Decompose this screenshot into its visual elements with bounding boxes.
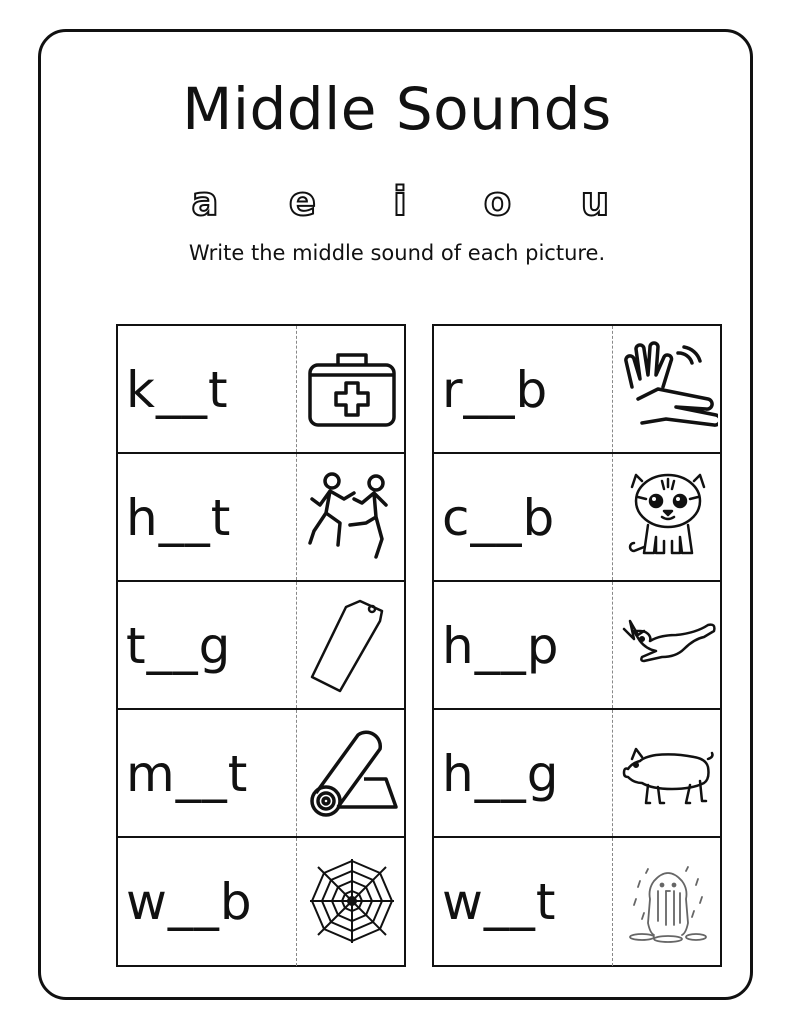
vowel-u: u <box>580 179 610 225</box>
word-cell <box>118 838 404 966</box>
word-blank: h__t <box>126 489 232 547</box>
first-aid-kit-icon <box>301 334 403 444</box>
word-blank: t__g <box>126 617 232 675</box>
hopping-rabbit-icon <box>617 590 719 700</box>
word-column-left <box>116 324 406 967</box>
dashed-divider <box>296 710 297 836</box>
dashed-divider <box>296 838 297 966</box>
wet-dog-icon <box>617 846 719 956</box>
word-cell <box>118 326 404 454</box>
word-blank: w__b <box>126 873 253 931</box>
dashed-divider <box>612 326 613 452</box>
word-blank: r__b <box>442 361 549 419</box>
dashed-divider <box>296 582 297 708</box>
vowel-list <box>180 179 620 225</box>
hog-icon <box>617 718 719 828</box>
dashed-divider <box>612 710 613 836</box>
vowel-i: i <box>393 179 407 225</box>
word-blank: m__t <box>126 745 249 803</box>
vowel-a: a <box>191 179 219 225</box>
word-blank: h__g <box>442 745 560 803</box>
dashed-divider <box>612 582 613 708</box>
word-column-right <box>432 324 722 967</box>
word-blank: h__p <box>442 617 560 675</box>
word-cell <box>434 454 720 582</box>
word-cell <box>434 326 720 454</box>
tag-icon <box>301 590 403 700</box>
dashed-divider <box>296 326 297 452</box>
dashed-divider <box>296 454 297 580</box>
word-blank: c__b <box>442 489 556 547</box>
instructions: Write the middle sound of each picture. <box>188 241 606 265</box>
word-cell <box>118 454 404 582</box>
word-cell <box>118 710 404 838</box>
rolled-mat-icon <box>301 718 403 828</box>
word-cell <box>118 582 404 710</box>
dashed-divider <box>612 838 613 966</box>
word-cell <box>434 582 720 710</box>
spider-web-icon <box>301 846 403 956</box>
vowel-e: e <box>288 179 317 225</box>
fighting-people-icon <box>301 462 403 572</box>
word-cell <box>434 710 720 838</box>
word-cell <box>434 838 720 966</box>
rubbing-hands-icon <box>617 334 719 444</box>
dashed-divider <box>612 454 613 580</box>
page-title: Middle Sounds <box>182 75 612 143</box>
tiger-cub-icon <box>617 462 719 572</box>
word-blank: w__t <box>442 873 557 931</box>
vowel-o: o <box>483 179 512 225</box>
word-blank: k__t <box>126 361 229 419</box>
